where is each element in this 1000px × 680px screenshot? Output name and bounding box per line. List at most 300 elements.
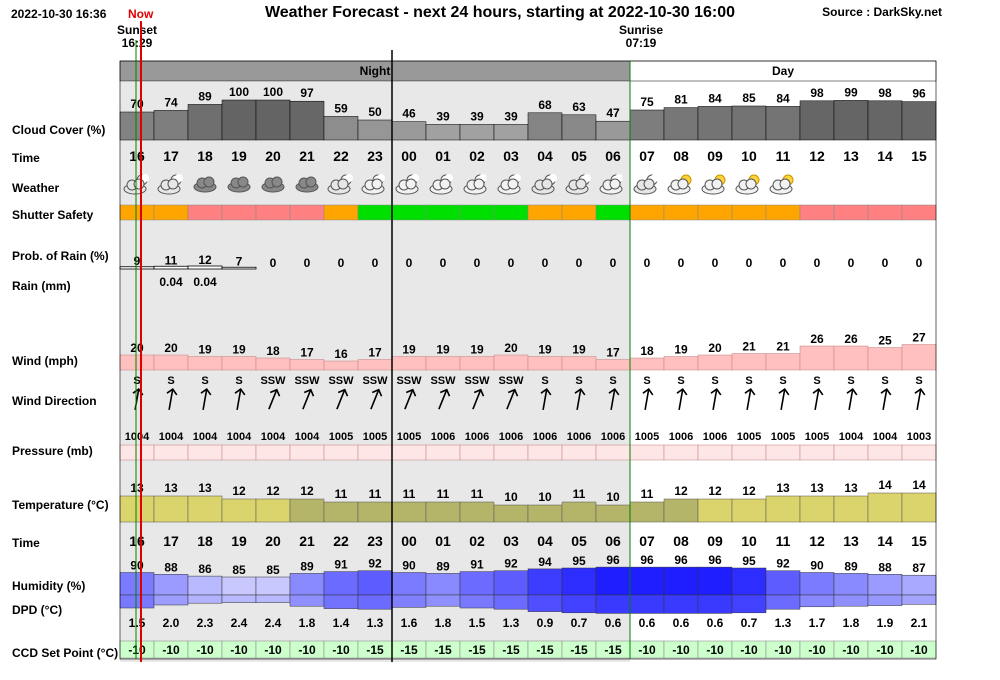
wind-value: 21 — [776, 339, 790, 354]
pressure-cell — [392, 445, 426, 460]
humidity-bar — [868, 574, 902, 595]
pressure-value: 1004 — [294, 431, 320, 443]
humidity-bar — [494, 571, 528, 595]
cloud-bar — [732, 106, 766, 140]
dpd-value: 2.3 — [196, 616, 214, 630]
pressure-value: 1004 — [872, 431, 898, 443]
time-label: 20 — [265, 148, 281, 164]
dpd-bar — [630, 595, 664, 613]
day-label: Day — [771, 64, 795, 78]
pressure-value: 1004 — [260, 431, 286, 443]
rain-prob-value: 0 — [745, 256, 753, 270]
time-label: 19 — [231, 148, 247, 164]
humidity-value: 95 — [742, 554, 756, 568]
pressure-cell — [324, 445, 358, 460]
rain-prob-value: 9 — [133, 253, 141, 268]
temperature-bar — [154, 496, 188, 522]
time-label-2: 16 — [129, 533, 145, 549]
time-label: 22 — [333, 148, 349, 164]
ccd-value: -10 — [162, 643, 180, 657]
dpd-bar — [732, 595, 766, 613]
wind-value: 20 — [708, 341, 722, 355]
cloud-value: 74 — [164, 95, 178, 110]
ccd-value: -10 — [264, 643, 282, 657]
ccd-value: -10 — [706, 643, 724, 657]
dpd-value: 1.6 — [400, 616, 418, 630]
sunrise-label: Sunrise — [618, 23, 663, 37]
wind-direction-value: SSW — [430, 375, 456, 387]
time-label: 16 — [129, 148, 145, 164]
dpd-value: 1.9 — [876, 616, 894, 630]
rain-prob-value: 0 — [609, 256, 617, 270]
pressure-cell — [834, 445, 868, 460]
wind-direction-value: S — [745, 375, 753, 387]
dpd-value: 2.4 — [230, 616, 248, 630]
temperature-bar — [426, 502, 460, 522]
wind-value: 17 — [606, 345, 620, 360]
humidity-value: 96 — [606, 553, 620, 568]
time-label: 08 — [673, 148, 689, 164]
dpd-bar — [222, 595, 256, 603]
wind-value: 20 — [130, 341, 144, 355]
shutter-cell-safe — [460, 205, 494, 220]
cloud-value: 50 — [368, 105, 382, 119]
wind-value: 19 — [198, 342, 212, 357]
wind-bar — [664, 357, 698, 371]
temperature-value: 11 — [470, 487, 484, 501]
label-time-2: Time — [12, 536, 40, 550]
cloud-value: 98 — [878, 85, 892, 100]
rain-prob-value: 0 — [813, 256, 821, 270]
pressure-value: 1004 — [192, 431, 218, 443]
time-label-2: 02 — [469, 533, 485, 549]
cloud-value: 96 — [912, 86, 926, 101]
dpd-value: 0.6 — [706, 616, 724, 630]
cloud-value: 98 — [810, 85, 824, 100]
time-label-2: 01 — [435, 533, 451, 549]
cloud-bar — [800, 101, 834, 140]
ccd-value: -10 — [808, 643, 826, 657]
cloud-bar — [222, 100, 256, 140]
cloud-part — [746, 179, 756, 189]
dpd-value: 0.6 — [638, 616, 656, 630]
wind-value: 19 — [470, 342, 484, 357]
source-label: Source : DarkSky.net — [822, 5, 942, 19]
dpd-bar — [120, 595, 154, 608]
cloud-bar — [290, 101, 324, 140]
time-label: 18 — [197, 148, 213, 164]
ccd-value: -10 — [196, 643, 214, 657]
dpd-value: 1.8 — [298, 616, 316, 630]
wind-arrow-icon — [742, 388, 755, 410]
temperature-value: 12 — [742, 484, 756, 498]
ccd-value: -10 — [842, 643, 860, 657]
rain-prob-value: 0 — [337, 256, 345, 270]
wind-direction-value: S — [609, 375, 617, 387]
cloud-shape — [702, 179, 724, 194]
label-wind-direction: Wind Direction — [12, 394, 97, 408]
wind-value: 20 — [504, 341, 518, 355]
wind-bar — [120, 355, 154, 370]
cloud-value: 81 — [674, 92, 688, 107]
humidity-value: 96 — [640, 553, 654, 568]
wind-arrow-icon — [674, 388, 687, 410]
wind-value: 16 — [334, 347, 348, 361]
wind-value: 18 — [266, 344, 280, 358]
rain-prob-value: 0 — [847, 256, 855, 270]
pressure-cell — [868, 445, 902, 460]
wind-bar — [256, 358, 290, 370]
humidity-value: 87 — [912, 561, 926, 576]
temperature-bar — [698, 499, 732, 522]
time-label: 17 — [163, 148, 179, 164]
time-label: 12 — [809, 148, 825, 164]
label-shutter-safety: Shutter Safety — [12, 208, 94, 222]
label-weather: Weather — [12, 181, 60, 195]
humidity-bar — [528, 569, 562, 595]
ccd-value: -10 — [298, 643, 316, 657]
wind-direction-value: S — [575, 375, 583, 387]
dpd-bar — [426, 595, 460, 606]
ccd-value: -15 — [468, 643, 486, 657]
cloud-value: 39 — [436, 109, 450, 124]
temperature-bar — [596, 505, 630, 522]
temperature-value: 13 — [810, 481, 824, 495]
temperature-value: 14 — [912, 478, 926, 492]
humidity-bar — [698, 567, 732, 595]
temperature-value: 10 — [538, 490, 552, 504]
page-title: Weather Forecast - next 24 hours, starting at 2022-10-30 16:00 — [264, 4, 736, 21]
cloud-part — [542, 179, 552, 189]
humidity-value: 91 — [334, 557, 348, 572]
cloud-shape — [668, 179, 690, 194]
dpd-value: 2.4 — [264, 616, 282, 630]
cloud-part — [372, 179, 382, 189]
ccd-value: -10 — [672, 643, 690, 657]
temperature-bar — [256, 499, 290, 522]
time-label-2: 11 — [775, 533, 791, 549]
wind-arrow-icon — [708, 388, 721, 410]
cloud-bar — [698, 106, 732, 140]
wind-value: 19 — [538, 342, 552, 357]
cloud-part — [338, 179, 348, 189]
cloud-part — [474, 179, 484, 189]
pressure-value: 1005 — [396, 431, 422, 443]
humidity-value: 89 — [436, 559, 450, 574]
wind-bar — [834, 346, 868, 370]
humidity-value: 86 — [198, 562, 212, 577]
cloud-part — [238, 177, 248, 187]
wind-direction-value: S — [541, 375, 549, 387]
cloud-value: 84 — [708, 91, 722, 106]
humidity-value: 94 — [538, 554, 552, 569]
cloud-value: 97 — [300, 86, 314, 101]
pressure-cell — [358, 445, 392, 460]
pressure-cell — [222, 445, 256, 460]
sunset-label: Sunset — [116, 23, 157, 37]
temperature-value: 11 — [640, 487, 654, 501]
time-label-2: 22 — [333, 533, 349, 549]
shutter-cell-caution — [120, 205, 154, 220]
cloud-shape — [736, 179, 758, 194]
time-label-2: 05 — [571, 533, 587, 549]
temperature-value: 14 — [878, 478, 892, 492]
temperature-value: 11 — [368, 487, 382, 501]
wind-bar — [596, 360, 630, 371]
rain-prob-value: 0 — [473, 256, 481, 270]
wind-bar — [290, 360, 324, 371]
wind-value: 18 — [640, 344, 654, 358]
dpd-bar — [596, 595, 630, 613]
dpd-value: 1.7 — [808, 616, 826, 630]
pressure-cell — [460, 445, 494, 460]
wind-direction-value: S — [711, 375, 719, 387]
time-label-2: 19 — [231, 533, 247, 549]
cloud-value: 70 — [130, 97, 144, 111]
temperature-value: 12 — [300, 484, 314, 498]
dpd-bar — [256, 595, 290, 603]
rain-prob-value: 0 — [711, 256, 719, 270]
cloud-bar — [562, 115, 596, 140]
cloud-part — [272, 177, 282, 187]
cloud-bar — [426, 124, 460, 140]
cloud-part — [508, 179, 518, 189]
rain-prob-value: 7 — [235, 254, 243, 269]
shutter-cell-unsafe — [902, 205, 936, 220]
cloud-part — [576, 179, 586, 189]
dpd-value: 0.7 — [570, 616, 588, 630]
wind-arrow-icon — [878, 388, 891, 410]
rain-prob-value: 0 — [677, 256, 685, 270]
night-label: Night — [359, 64, 391, 78]
cloud-part — [204, 177, 214, 187]
pressure-value: 1005 — [634, 431, 660, 443]
dpd-value: 1.8 — [434, 616, 452, 630]
label-dpd: DPD (°C) — [12, 603, 63, 617]
pressure-cell — [188, 445, 222, 460]
pressure-value: 1005 — [736, 431, 762, 443]
temperature-bar — [290, 499, 324, 522]
wind-value: 19 — [232, 342, 246, 357]
temperature-value: 13 — [776, 481, 790, 495]
temperature-bar — [120, 496, 154, 522]
cloud-bar — [358, 120, 392, 140]
temperature-bar — [630, 502, 664, 522]
humidity-value: 88 — [878, 560, 892, 575]
cloud-bar — [664, 108, 698, 140]
pressure-value: 1006 — [532, 431, 558, 443]
wind-value: 19 — [674, 342, 688, 357]
time-label-2: 04 — [537, 533, 553, 549]
time-label: 07 — [639, 148, 655, 164]
humidity-value: 90 — [810, 558, 824, 573]
temperature-bar — [664, 499, 698, 522]
label-pressure: Pressure (mb) — [12, 444, 93, 458]
cloud-bar — [868, 101, 902, 140]
humidity-value: 89 — [300, 559, 314, 574]
ccd-value: -10 — [230, 643, 248, 657]
humidity-value: 92 — [504, 556, 518, 571]
wind-direction-value: SSW — [294, 375, 320, 387]
wind-bar — [800, 346, 834, 370]
cloud-part — [306, 177, 316, 187]
cloud-value: 68 — [538, 97, 552, 112]
dpd-bar — [834, 595, 868, 606]
dpd-bar — [800, 595, 834, 607]
ccd-value: -10 — [740, 643, 758, 657]
humidity-bar — [324, 572, 358, 595]
pressure-cell — [596, 445, 630, 460]
time-label: 00 — [401, 148, 417, 164]
pressure-value: 1005 — [362, 431, 388, 443]
wind-direction-value: S — [847, 375, 855, 387]
temperature-value: 13 — [844, 481, 858, 495]
wind-value: 26 — [810, 332, 824, 346]
pressure-cell — [562, 445, 596, 460]
cloud-part — [168, 179, 178, 189]
ccd-value: -15 — [434, 643, 452, 657]
pressure-cell — [154, 445, 188, 460]
temperature-bar — [528, 505, 562, 522]
dpd-bar — [562, 595, 596, 613]
wind-value: 19 — [402, 342, 416, 357]
time-label-2: 09 — [707, 533, 723, 549]
dpd-value: 1.5 — [128, 616, 146, 630]
wind-bar — [698, 355, 732, 370]
wind-arrow-icon — [640, 388, 653, 410]
cloud-value: 89 — [198, 89, 212, 104]
cloud-shape — [770, 179, 792, 194]
time-label-2: 03 — [503, 533, 519, 549]
humidity-bar — [800, 573, 834, 596]
wind-value: 27 — [912, 330, 926, 345]
dpd-bar — [154, 595, 188, 605]
time-label-2: 08 — [673, 533, 689, 549]
dpd-bar — [766, 595, 800, 609]
wind-bar — [562, 357, 596, 371]
wind-direction-value: S — [813, 375, 821, 387]
rain-prob-value: 12 — [198, 253, 212, 267]
pressure-cell — [494, 445, 528, 460]
rain-prob-value: 0 — [541, 256, 549, 270]
label-wind-speed: Wind (mph) — [12, 354, 78, 368]
pressure-cell — [290, 445, 324, 460]
wind-bar — [528, 357, 562, 371]
temperature-value: 13 — [164, 481, 178, 495]
humidity-value: 92 — [776, 556, 790, 571]
wind-value: 25 — [878, 333, 892, 348]
ccd-value: -10 — [128, 643, 146, 657]
temperature-bar — [902, 493, 936, 522]
label-humidity: Humidity (%) — [12, 579, 86, 593]
time-label-2: 23 — [367, 533, 383, 549]
dpd-value: 0.6 — [672, 616, 690, 630]
humidity-bar — [290, 573, 324, 595]
cloud-value: 99 — [844, 85, 858, 100]
shutter-cell-unsafe — [222, 205, 256, 220]
time-label: 06 — [605, 148, 621, 164]
cloud-part — [440, 179, 450, 189]
wind-bar — [154, 355, 188, 370]
time-label: 09 — [707, 148, 723, 164]
cloud-bar — [188, 104, 222, 140]
temperature-bar — [460, 502, 494, 522]
humidity-bar — [392, 573, 426, 596]
time-label-2: 20 — [265, 533, 281, 549]
humidity-bar — [664, 567, 698, 595]
humidity-value: 85 — [232, 563, 246, 577]
label-temperature: Temperature (°C) — [12, 498, 109, 512]
cloud-bar — [528, 113, 562, 140]
rain-prob-value: 0 — [575, 256, 583, 270]
ccd-value: -15 — [502, 643, 520, 657]
label-time: Time — [12, 151, 40, 165]
temperature-value: 13 — [130, 481, 144, 495]
rain-prob-value: 0 — [303, 256, 311, 270]
humidity-value: 96 — [708, 553, 722, 568]
humidity-bar — [222, 577, 256, 595]
cloud-bar — [324, 116, 358, 140]
time-label: 03 — [503, 148, 519, 164]
time-label-2: 15 — [911, 533, 927, 549]
cloud-bar — [596, 121, 630, 140]
temperature-value: 10 — [606, 490, 620, 504]
humidity-value: 89 — [844, 559, 858, 574]
pressure-value: 1003 — [906, 431, 932, 443]
time-label-2: 10 — [741, 533, 757, 549]
shutter-cell-safe — [426, 205, 460, 220]
humidity-bar — [596, 567, 630, 595]
pressure-cell — [528, 445, 562, 460]
humidity-bar — [188, 576, 222, 595]
ccd-value: -15 — [366, 643, 384, 657]
cloud-bar — [256, 100, 290, 140]
wind-bar — [358, 360, 392, 371]
dpd-bar — [358, 595, 392, 609]
wind-bar — [630, 358, 664, 370]
humidity-value: 96 — [674, 553, 688, 568]
sunset-time: 16:29 — [121, 36, 153, 50]
pressure-value: 1006 — [498, 431, 524, 443]
dpd-bar — [392, 595, 426, 607]
humidity-bar — [562, 568, 596, 595]
wind-direction-value: S — [779, 375, 787, 387]
ccd-value: -15 — [570, 643, 588, 657]
humidity-bar — [120, 573, 154, 596]
ccd-value: -15 — [536, 643, 554, 657]
humidity-bar — [630, 567, 664, 595]
dpd-value: 1.4 — [332, 616, 350, 630]
ccd-value: -15 — [400, 643, 418, 657]
temperature-value: 12 — [674, 484, 688, 498]
sunrise-time: 07:19 — [625, 36, 657, 50]
wind-bar — [222, 357, 256, 371]
pressure-value: 1005 — [804, 431, 830, 443]
wind-direction-value: S — [915, 375, 923, 387]
shutter-cell-unsafe — [800, 205, 834, 220]
temperature-bar — [358, 502, 392, 522]
wind-direction-value: S — [677, 375, 685, 387]
wind-bar — [868, 348, 902, 371]
dpd-value: 1.3 — [774, 616, 792, 630]
cloud-value: 39 — [504, 109, 518, 124]
dpd-value: 2.0 — [162, 616, 180, 630]
now-label: Now — [128, 7, 154, 21]
wind-value: 26 — [844, 332, 858, 346]
dpd-bar — [528, 595, 562, 612]
pressure-value: 1006 — [668, 431, 694, 443]
temperature-bar — [732, 499, 766, 522]
